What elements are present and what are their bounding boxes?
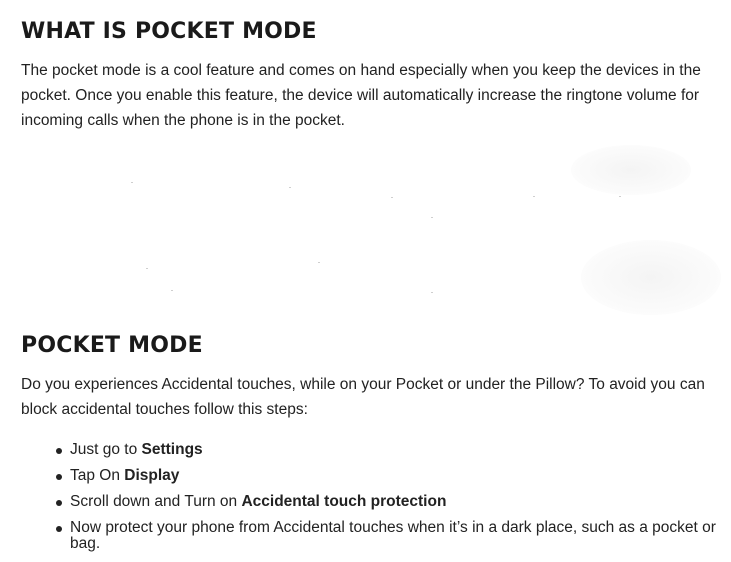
image-smudge [581,240,721,315]
bullet-icon [56,448,62,454]
faded-image-placeholder [101,145,721,320]
image-speck [289,187,291,188]
image-speck [533,196,535,197]
image-speck [431,292,433,293]
image-speck [619,196,621,197]
image-speck [146,268,148,269]
step-bold-text: Display [124,467,180,484]
bullet-icon [56,474,62,480]
image-speck [431,217,433,218]
image-speck [171,290,173,291]
image-speck [318,262,320,263]
section-heading-pocket-mode: POCKET MODE [21,333,203,358]
section-paragraph-what-is-pocket-mode: The pocket mode is a cool feature and comes on hand especially when you keep the devices in the pocket. Once you enable this feature, the device will automatically increase the ringtone volume for incoming calls when the phone is in the pocket. [21,62,701,129]
list-item [21,468,721,484]
step-text: Tap On [70,467,125,484]
section-paragraph-pocket-mode: Do you experiences Accidental touches, while on your Pocket or under the Pillow? To avoid you can block accidental touches follow this steps: [21,376,705,418]
steps-list [21,442,721,562]
step-bold-text: Settings [141,441,203,458]
list-item [21,520,721,552]
list-item [21,442,721,458]
image-smudge [571,145,691,195]
step-text: Now protect your phone from Accidental touches when it’s in a dark place, such as a pocket or bag. [70,519,716,552]
step-bold-text: Accidental touch protection [241,493,447,510]
section-heading-what-is-pocket-mode: WHAT IS POCKET MODE [21,19,317,44]
list-item [21,494,721,510]
image-speck [131,182,133,183]
step-text: Scroll down and Turn on [70,493,242,510]
image-speck [391,197,393,198]
step-text: Just go to [70,441,142,458]
bullet-icon [56,526,62,532]
bullet-icon [56,500,62,506]
